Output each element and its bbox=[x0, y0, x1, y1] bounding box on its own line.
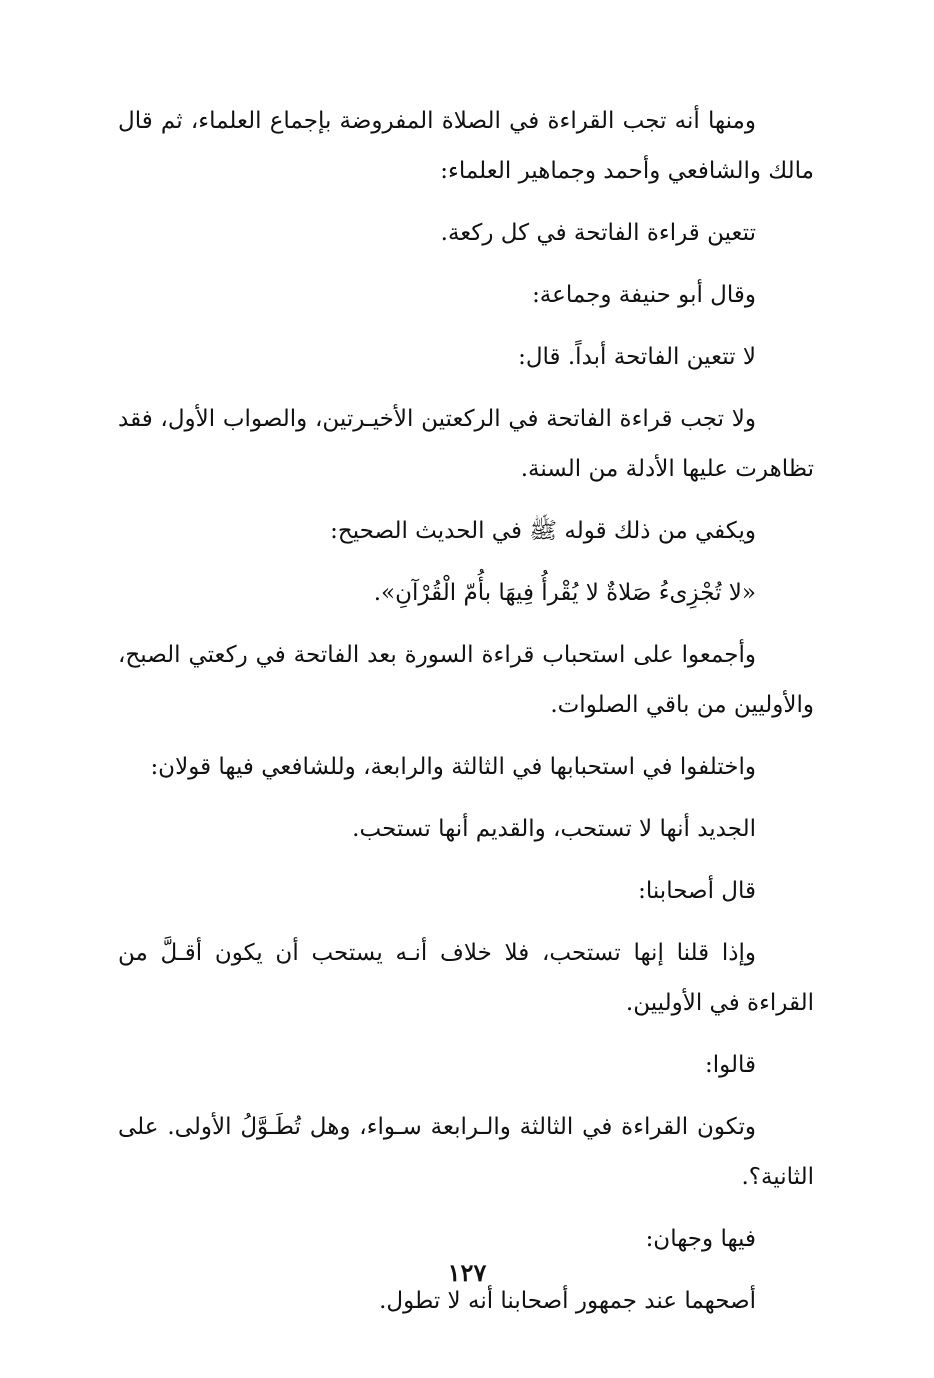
paragraph-10: الجديد أنها لا تستحب، والقديم أنها تستحب. bbox=[352, 816, 756, 842]
paragraph-12: وإذا قلنا إنها تستحب، فلا خلاف أنـه يستحب أن يكون أقـلَّ من القراءة في الأوليين. bbox=[118, 940, 814, 1016]
paragraph-16: أصحهما عند جمهور أصحابنا أنه لا تطول. bbox=[379, 1288, 756, 1314]
hadith-quote: «لا تُجْزِىءُ صَلاةٌ لا يُقْرأُ فِيهَا بأُمّ الْقُرْآنِ». bbox=[373, 580, 756, 606]
paragraph-11: قال أصحابنا: bbox=[638, 878, 756, 904]
paragraph-6: ويكفي من ذلك قوله ﷺ في الحديث الصحيح: bbox=[330, 518, 756, 544]
page-body bbox=[118, 96, 814, 1338]
paragraph-4: لا تتعين الفاتحة أبداً. قال: bbox=[518, 344, 756, 370]
paragraph-15: فيها وجهان: bbox=[645, 1226, 756, 1252]
paragraph-8: وأجمعوا على استحباب قراءة السورة بعد الفاتحة في ركعتي الصبح، والأوليين من باقي الصلوات. bbox=[118, 642, 814, 718]
paragraph-9: واختلفوا في استحبابها في الثالثة والرابعة، وللشافعي فيها قولان: bbox=[150, 754, 756, 780]
paragraph-3: وقال أبو حنيفة وجماعة: bbox=[532, 282, 756, 308]
paragraph-14: وتكون القراءة في الثالثة والـرابعة سـواء، وهل تُطَـوَّلُ الأولى. على الثانية؟. bbox=[118, 1114, 814, 1190]
page-number: ١٢٧ bbox=[447, 1258, 487, 1287]
paragraph-13: قالوا: bbox=[704, 1052, 756, 1078]
paragraph-2: تتعين قراءة الفاتحة في كل ركعة. bbox=[440, 220, 756, 246]
paragraph-1: ومنها أنه تجب القراءة في الصلاة المفروضة بإجماع العلماء، ثم قال مالك والشافعي وأحمد وجماهير العلماء: bbox=[118, 108, 814, 184]
paragraph-5: ولا تجب قراءة الفاتحة في الركعتين الأخيـرتين، والصواب الأول، فقد تظاهرت عليها الأدلة من السنة. bbox=[118, 406, 814, 482]
